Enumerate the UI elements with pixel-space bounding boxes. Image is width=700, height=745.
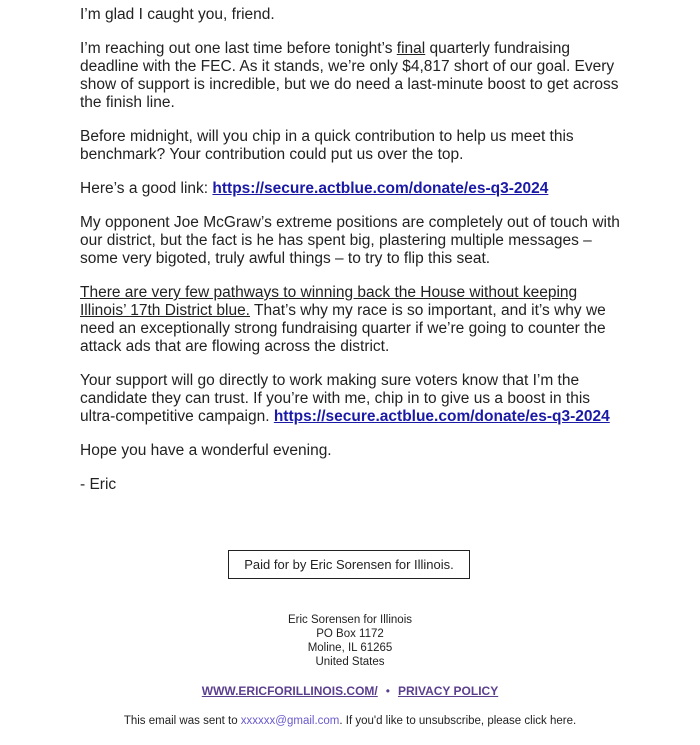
paragraph-midnight: Before midnight, will you chip in a quick contribution to help us meet this benchmark? Your contribution could put us over the top. [80, 128, 574, 163]
mailing-address [0, 613, 700, 669]
donate-link-2[interactable]: https://secure.actblue.com/donate/es-q3-2024 [273, 408, 610, 425]
sent-notice [0, 715, 700, 727]
paragraph-pathways [80, 284, 620, 356]
link-prefix: Here’s a good link: [80, 180, 213, 197]
link-separator: • [385, 684, 390, 698]
recipient-email[interactable]: xxxxxx@gmail.com [240, 715, 340, 727]
paragraph-support [80, 372, 620, 426]
footer-links [0, 684, 700, 698]
paid-for-box [228, 550, 470, 579]
address-line: United States [315, 656, 385, 668]
address-line: Moline, IL 61265 [307, 642, 393, 654]
pathways-underlined: There are very few pathways to winning back the House without keeping Illinois’ 17th District blue. [80, 284, 578, 319]
website-link[interactable]: WWW.ERICFORILLINOIS.COM/ [201, 684, 378, 698]
final-underlined: final [396, 40, 426, 57]
paragraph-opponent: My opponent Joe McGraw’s extreme positions are completely out of touch with our district, but the fact is he has spent big, plastering multiple messages – some very bigoted, truly awful things – to try to flip this seat. [80, 214, 620, 267]
paragraph-deadline [80, 40, 620, 112]
deadline-text-b: quarterly fundraising deadline with the FEC. As it stands, we’re only $4,817 short of our goal. Every show of support is incredible, but we do need a last-minute boost to get across the finish line. [80, 40, 619, 111]
address-line: PO Box 1172 [316, 628, 384, 640]
address-line: Eric Sorensen for Illinois [288, 614, 412, 626]
closing: Hope you have a wonderful evening. [80, 442, 332, 459]
deadline-text-a: I’m reaching out one last time before tonight’s [80, 40, 397, 57]
email-body [80, 6, 620, 510]
greeting: I’m glad I caught you, friend. [80, 6, 275, 23]
privacy-policy-link[interactable]: PRIVACY POLICY [397, 684, 499, 698]
pathways-rest: That’s why my race is so important, and it’s why we need an exceptionally strong fundraising quarter if we’re going to counter the attack ads that are flowing across the district. [80, 302, 606, 355]
sent-suffix: . If you'd like to unsubscribe, please click here. [339, 715, 577, 727]
donate-link-1[interactable]: https://secure.actblue.com/donate/es-q3-2024 [212, 180, 549, 197]
support-text: Your support will go directly to work making sure voters know that I’m the candidate they can trust. If you’re with me, chip in to give us a boost in this ultra-competitive campaign. [80, 372, 591, 425]
sent-prefix: This email was sent to [123, 715, 241, 727]
paid-for-text: Paid for by Eric Sorensen for Illinois. [244, 557, 454, 572]
paragraph-link [80, 180, 620, 198]
signature: - Eric [80, 476, 117, 493]
